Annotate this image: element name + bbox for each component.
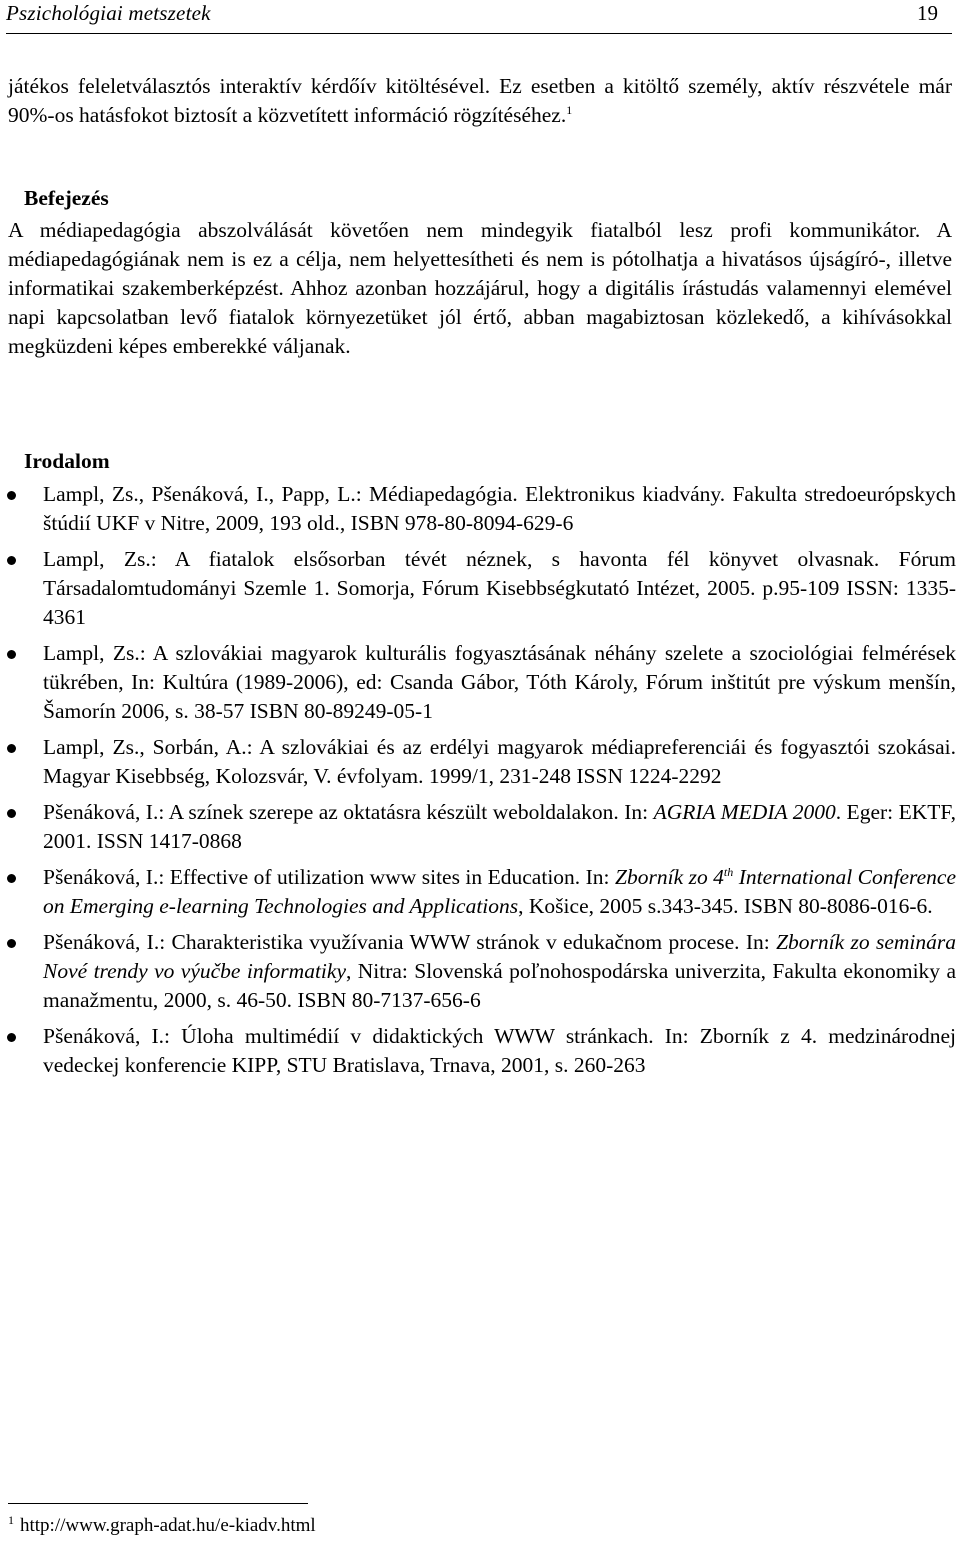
reference-item: Pšenáková, I.: A színek szerepe az oktatásra készült weboldalakon. In: AGRIA MEDIA 2000. Eger: EKTF, 2001. ISSN 1417-0868: [0, 798, 956, 856]
conclusion-heading: Befejezés: [24, 186, 109, 210]
bullet-icon: [7, 939, 16, 948]
reference-item: Pšenáková, I.: Effective of utilization www sites in Education. In: Zborník zo 4th International Conference on Emerging e-learning Technologies and Applications, Košice, 2005 s.343-345. ISBN 80-8086-016-6.: [0, 863, 956, 921]
reference-item: Pšenáková, I.: Charakteristika využívania WWW stránok v edukačnom procese. In: Zborník zo seminára Nové trendy vo výučbe informatiky, Nitra: Slovenská poľnohospodárska univerzita, Fakulta ekonomiky a manažmentu, 2000, s. 46-50. ISBN 80-7137-656-6: [0, 928, 956, 1015]
bullet-icon: [7, 744, 16, 753]
running-title: Pszichológiai metszetek: [6, 1, 211, 25]
bullet-icon: [7, 1033, 16, 1042]
intro-paragraph: [8, 72, 952, 130]
intro-text: játékos feleletválasztós interaktív kérdőív kitöltésével. Ez esetben a kitöltő személy, aktív részvétele már 90%-os hatásfokot biztosít a közvetített információ rögzítéséhez.: [8, 74, 952, 127]
bullet-icon: [7, 491, 16, 500]
bullet-icon: [7, 809, 16, 818]
conclusion-paragraph: A médiapedagógia abszolválását követően nem mindegyik fiatalból lesz profi kommunikátor. A médiapedagógiának nem is ez a célja, nem helyettesítheti és nem is pótolhatja a hivatásos újságíró-, illetve informatikai szakemberképzést. Ahhoz azonban hozzájárul, hogy a digitális írástudás valamennyi elemével napi kapcsolatban levő fiatalok környezetüket jól értő, abban magabiztosan közlekedő, a kihívásokkal megküzdeni képes emberekké váljanak.: [8, 218, 952, 358]
reference-list: [0, 480, 956, 1087]
footnote-number: 1: [8, 1512, 14, 1527]
reference-item: Pšenáková, I.: Úloha multimédií v didaktických WWW stránkach. In: Zborník z 4. medzinárodnej vedeckej konferencie KIPP, STU Bratislava, Trnava, 2001, s. 260-263: [0, 1022, 956, 1080]
reference-item: Lampl, Zs.: A fiatalok elsősorban tévét néznek, s havonta fél könyvet olvasnak. Fórum Társadalomtudományi Szemle 1. Somorja, Fórum Kisebbségkutató Intézet, 2005. p.95-109 ISSN: 1335-4361: [0, 545, 956, 632]
footnote-divider: [8, 1503, 308, 1504]
footnote-text: http://www.graph-adat.hu/e-kiadv.html: [20, 1515, 316, 1536]
bullet-icon: [7, 650, 16, 659]
reference-item: Lampl, Zs.: A szlovákiai magyarok kulturális fogyasztásának néhány szelete a szociológiai felmérések tükrében, In: Kultúra (1989-2006), ed: Csanda Gábor, Tóth Károly, Fórum inštitút pre výskum menšín, Šamorín 2006, s. 38-57 ISBN 80-89249-05-1: [0, 639, 956, 726]
footnote-reference: 1: [566, 102, 573, 117]
reference-item: Lampl, Zs., Sorbán, A.: A szlovákiai és az erdélyi magyarok médiapreferenciái és fogyasztói szokásai. Magyar Kisebbség, Kolozsvár, V. évfolyam. 1999/1, 231-248 ISSN 1224-2292: [0, 733, 956, 791]
page-header: [6, 0, 952, 34]
bullet-icon: [7, 874, 16, 883]
footnote: [8, 1512, 316, 1537]
page-number: 19: [917, 1, 938, 25]
reference-item: Lampl, Zs., Pšenáková, I., Papp, L.: Médiapedagógia. Elektronikus kiadvány. Fakulta stredoeurópskych štúdií UKF v Nitre, 2009, 193 old., ISBN 978-80-8094-629-6: [0, 480, 956, 538]
literature-heading: Irodalom: [24, 449, 110, 473]
bullet-icon: [7, 556, 16, 565]
